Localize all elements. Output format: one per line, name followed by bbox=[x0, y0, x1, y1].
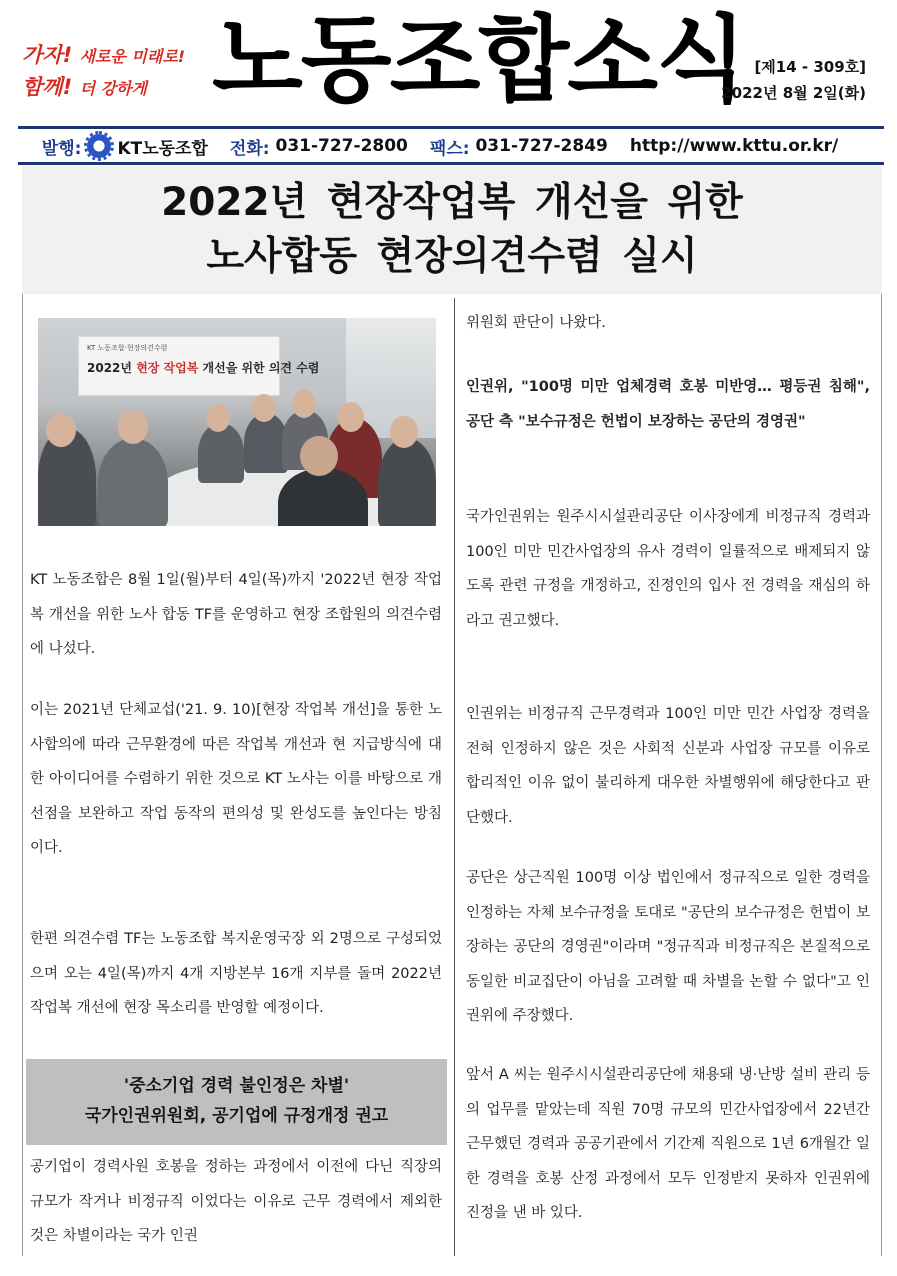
left-paragraph-3: 한편 의견수렴 TF는 노동조합 복지운영국장 외 2명으로 구성되었으며 오는 4일(목)까지 4개 지방본부 16개 지부를 돌며 2022년 작업복 개선에 현장 목소리를 반영할 예정이다. bbox=[30, 931, 442, 1017]
headline-line2: 노사합동 현장의견수렴 실시 bbox=[206, 234, 698, 279]
slogan bbox=[22, 40, 202, 104]
headline-line1: 2022년 현장작업복 개선을 위한 bbox=[161, 180, 743, 225]
left-paragraph-1: KT 노동조합은 8월 1일(월)부터 4일(목)까지 '2022년 현장 작업복 개선을 위한 노사 합동 TF를 운영하고 현장 조합원의 의견수렴에 나섰다. bbox=[30, 572, 442, 658]
photo-banner-small: KT 노동조합·현장의견수렴 bbox=[87, 344, 168, 352]
photo-head bbox=[390, 416, 418, 448]
fax-label: 팩스: bbox=[429, 138, 470, 159]
publisher-bar bbox=[18, 130, 884, 162]
kttu-logo-icon bbox=[87, 134, 111, 158]
photo-banner-pre: 2022년 bbox=[87, 361, 132, 375]
photo-head bbox=[338, 402, 364, 432]
left-paragraph-2: 이는 2021년 단체교섭('21. 9. 10)[현장 작업복 개선]을 통한 노사합의에 따라 근무환경에 따른 작업복 개선과 현 지급방식에 대한 아이디어를 수렴하기 위한 것으로 KT 노사는 이를 바탕으로 개선점을 보완하고 작업 동작의 편의성 및 완성도를 높인다는 방침이다. bbox=[30, 702, 442, 857]
right-paragraph-1: 위원회 판단이 나왔다. bbox=[466, 315, 606, 331]
fax-number: 031-727-2849 bbox=[475, 136, 608, 156]
subheadline-box bbox=[26, 1059, 447, 1145]
masthead-title: 노동조합소식 bbox=[212, 6, 745, 115]
phone-label: 전화: bbox=[229, 138, 270, 159]
photo-head bbox=[118, 410, 148, 444]
photo-head bbox=[206, 404, 230, 432]
bottom-rule bbox=[18, 162, 884, 165]
publisher-name: KT노동조합 bbox=[117, 138, 208, 159]
right-paragraph-5: 공단은 상근직원 100명 이상 법인에서 정규직으로 일한 경력을 인정하는 자체 보수규정을 토대로 "공단의 보수규정은 헌법이 보장하는 공단의 경영권"이라며 "정규직과 비정규직은 본질적으로 동일한 비교집단이 아님을 고려할 때 차별을 논할 수 없다"고 인권위에 주장했다. bbox=[466, 870, 870, 1025]
subheadline-line2: 국가인권위원회, 공기업에 규정개정 권고 bbox=[84, 1106, 389, 1126]
headline bbox=[22, 166, 882, 294]
right-paragraph-3: 국가인권위는 원주시시설관리공단 이사장에게 비정규직 경력과 100인 미만 민간사업장의 유사 경력이 일률적으로 배제되지 않도록 관련 규정을 개정하고, 진정인의 입사 전 경력을 재심의 하라고 권고했다. bbox=[466, 509, 870, 629]
photo-banner-title bbox=[87, 359, 319, 376]
right-paragraph-6: 앞서 A 씨는 원주시시설관리공단에 채용돼 냉·난방 설비 관리 등의 업무를 맡았는데 직원 70명 규모의 민간사업장에서 22년간 근무했던 경력과 공공기관에서 기간제 직원으로 1년 6개월간 일한 경력을 호봉 산정 과정에서 모두 인정받지 못하자 인권위에 진정을 낸 바 있다. bbox=[466, 1067, 870, 1222]
photo-banner-red: 현장 작업복 bbox=[136, 361, 199, 375]
slogan-line1-b: 새로운 미래로! bbox=[79, 47, 186, 66]
right-paragraph-4: 인권위는 비정규직 근무경력과 100인 미만 민간 사업장 경력을 전혀 인정하지 않은 것은 사회적 신분과 사업장 규모를 이유로 합리적인 이유 없이 불리하게 대우한 차별행위에 해당한다고 판단했다. bbox=[466, 706, 870, 826]
slogan-line2-a: 함께! bbox=[22, 75, 73, 99]
issue-info bbox=[706, 54, 866, 106]
photo-head bbox=[300, 436, 338, 476]
right-paragraph-2: 인권위, "100명 미만 업체경력 호봉 미반영… 평등권 침해", 공단 측 "보수규정은 헌법이 보장하는 공단의 경영권" bbox=[466, 379, 870, 430]
phone-number: 031-727-2800 bbox=[275, 136, 408, 156]
photo-head bbox=[292, 390, 316, 418]
publisher-label: 발행: bbox=[41, 138, 82, 159]
slogan-line2-b: 더 강하게 bbox=[79, 79, 147, 98]
photo-person bbox=[98, 438, 168, 526]
website-link[interactable]: http://www.kttu.or.kr/ bbox=[629, 136, 839, 156]
photo-head bbox=[46, 413, 76, 447]
left-paragraph-4: 공기업이 경력사원 호봉을 정하는 과정에서 이전에 다닌 직장의 규모가 작거나 비정규직 이었다는 이유로 근무 경력에서 제외한 것은 차별이라는 국가 인권 bbox=[30, 1159, 442, 1245]
issue-date: 2022년 8월 2일(화) bbox=[721, 84, 866, 102]
photo-banner-post: 개선을 위한 의견 수렴 bbox=[202, 361, 320, 375]
photo-head bbox=[252, 394, 276, 422]
issue-number: [제14 - 309호] bbox=[754, 58, 866, 76]
photo-person bbox=[198, 423, 244, 483]
top-rule bbox=[18, 126, 884, 129]
photo-person bbox=[378, 438, 436, 526]
meeting-photo bbox=[38, 318, 436, 526]
subheadline-line1: '중소기업 경력 불인정은 차별' bbox=[123, 1076, 350, 1096]
photo-banner bbox=[78, 336, 320, 396]
slogan-line1-a: 가자! bbox=[22, 43, 73, 67]
column-divider bbox=[454, 298, 455, 1256]
